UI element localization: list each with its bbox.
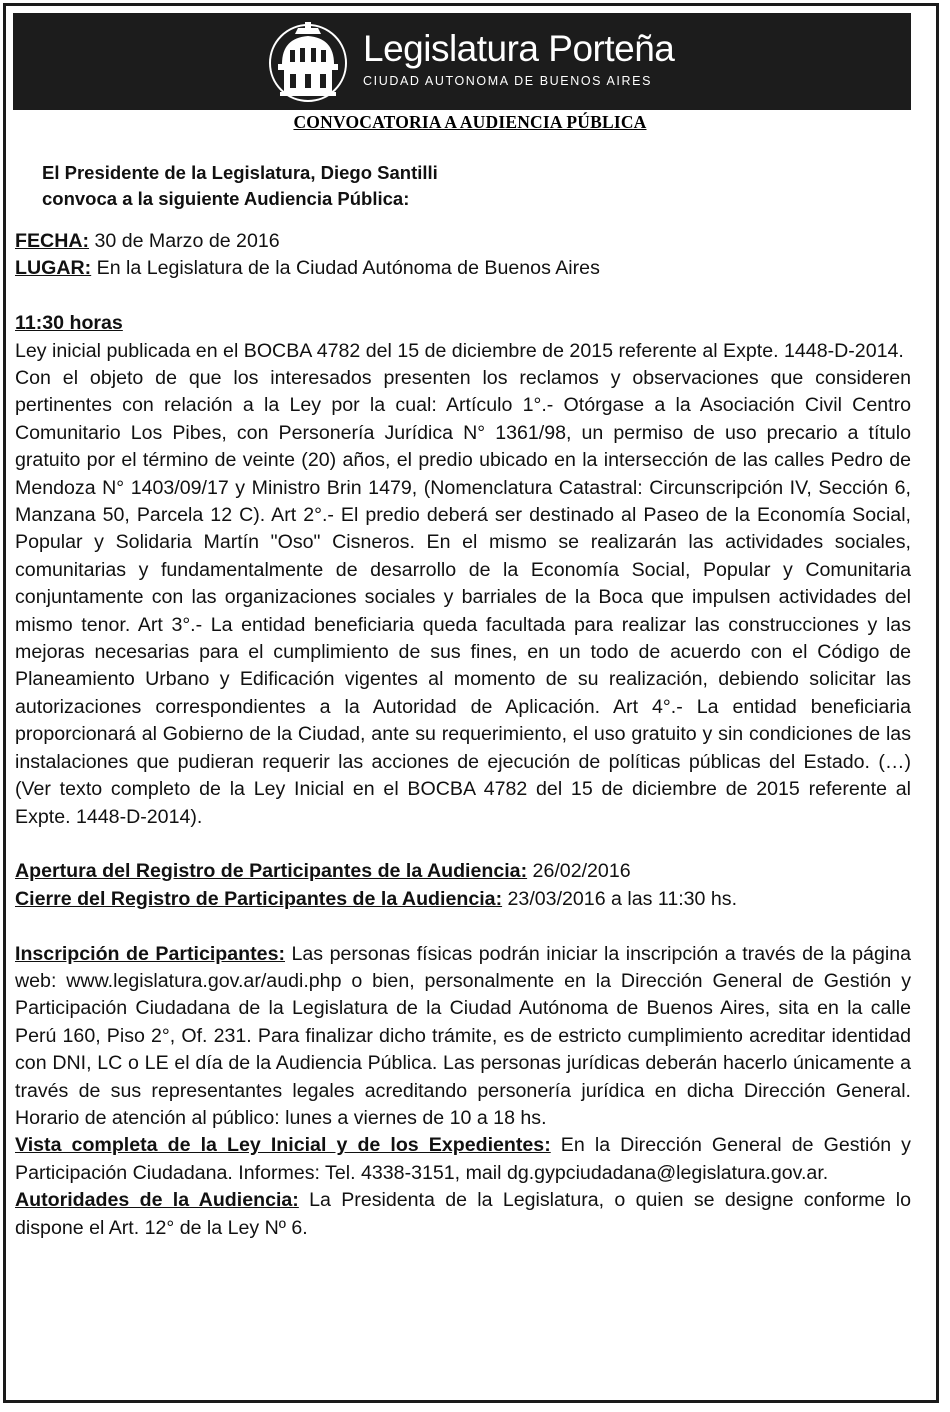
apertura-line (15, 858, 911, 885)
inscripcion-paragraph (15, 941, 911, 1133)
brand-name: Legislatura Porteña (363, 28, 675, 69)
apertura-value: 26/02/2016 (527, 860, 631, 883)
objeto-paragraph: Con el objeto de que los interesados presenten los reclamos y observaciones que consideren pertinentes con relación a la Ley por la cual: Artículo 1°.- Otórgase a la Asociación Civil Centro Comunitario Los Pibes, con Personería Jurídica N° 1361/98, un permiso de uso precario a título gratuito por el término de veinte (20) años, el predio ubicado en la intersección de las calles Pedro de Mendoza N° 1403/09/17 y Ministro Brin 1479, (Nomenclatura Catastral: Circunscripción IV, Sección 6, Manzana 50, Parcela 12 C). Art 2°.- El predio deberá ser destinado al Paseo de la Economía Social, Popular y Solidaria Martín "Oso" Cisneros. En el mismo se realizarán las actividades sociales, comunitarias y fundamentalmente de desarrollo de la Economía Social, Popular y Comunitaria conjuntamente con las organizaciones sociales y barriales de la Boca que impulsen actividades del mismo tenor. Art 3°.- La entidad beneficiaria queda facultada para realizar las construcciones y las mejoras necesarias para el cumplimiento de sus fines, en un todo de acuerdo con el Código de Planeamiento Urbano y Edificación vigentes al momento de su realización, debiendo solicitar las autorizaciones correspondientes a la Autoridad de Aplicación. Art 4°.- La entidad beneficiaria proporcionará al Gobierno de la Ciudad, ante su requerimiento, el uso gratuito y sin condiciones de las instalaciones que pudieran requerir las acciones de ejecución de políticas públicas del Estado. (…) (Ver texto completo de la Ley Inicial en el BOCBA 4782 del 15 de diciembre de 2015 referente al Expte. 1448-D-2014). (15, 367, 911, 828)
ley-inicial-text: Ley inicial publicada en el BOCBA 4782 del 15 de diciembre de 2015 referente al Expte. 1448-D-2014. (15, 339, 904, 362)
intro-line-1: El Presidente de la Legislatura, Diego Santilli (42, 162, 438, 183)
inscripcion-label: Inscripción de Participantes: (15, 942, 285, 965)
lugar-label: LUGAR: (15, 257, 92, 280)
apertura-label: Apertura del Registro de Participantes de la Audiencia: (15, 860, 528, 883)
notice-body (15, 228, 911, 1242)
autoridades-value: La Presidenta de la Legislatura, o quien se designe conforme lo dispone el Art. 12° de la Ley Nº 6. (15, 1189, 911, 1239)
fecha-line (15, 228, 911, 255)
vista-label: Vista completa de la Ley Inicial y de los Expedientes: (15, 1134, 551, 1157)
vista-paragraph (15, 1132, 911, 1187)
cierre-line (15, 886, 911, 913)
intro-block (42, 160, 642, 212)
header-banner (13, 13, 911, 110)
inscripcion-value: Las personas físicas podrán iniciar la inscripción a través de la página web: www.legislatura.gov.ar/audi.php o bien, personalmente en la Dirección General de Gestión y Participación Ciudadana de la Legislatura de la Ciudad Autónoma de Buenos Aires, sita en la calle Perú 160, Piso 2°, Of. 231. Para finalizar dicho trámite, es de estricto cumplimiento acreditar identidad con DNI, LC o LE el día de la Audiencia Pública. Las personas jurídicas deberán hacerlo únicamente a través de sus representantes legales acreditando personería jurídica en dicha Dirección General. Horario de atención al público: lunes a viernes de 10 a 18 hs. (15, 942, 912, 1129)
fecha-value: 30 de Marzo de 2016 (89, 230, 280, 252)
fecha-label: FECHA: (15, 230, 90, 252)
cierre-value: 23/03/2016 a las 11:30 hs. (502, 887, 738, 910)
hora-line (15, 310, 911, 337)
hora-label: 11:30 horas (15, 312, 123, 335)
lugar-value: En la Legislatura de la Ciudad Autónoma de Buenos Aires (91, 257, 600, 280)
vista-value: En la Dirección General de Gestión y Participación Ciudadana. Informes: Tel. 4338-3151, mail dg.gypciudadana@legislatura.gov.ar. (15, 1134, 911, 1184)
autoridades-label: Autoridades de la Audiencia: (15, 1189, 299, 1212)
cierre-label: Cierre del Registro de Participantes de la Audiencia: (15, 887, 503, 910)
brand-subtitle: CIUDAD AUTONOMA DE BUENOS AIRES (363, 74, 653, 88)
intro-line-2: convoca a la siguiente Audiencia Pública: (42, 188, 410, 209)
lugar-line (15, 255, 911, 282)
building-dome-icon (268, 20, 348, 106)
autoridades-paragraph (15, 1187, 911, 1242)
document-title: CONVOCATORIA A AUDIENCIA PÚBLICA (293, 112, 647, 132)
brand-block (363, 29, 674, 88)
